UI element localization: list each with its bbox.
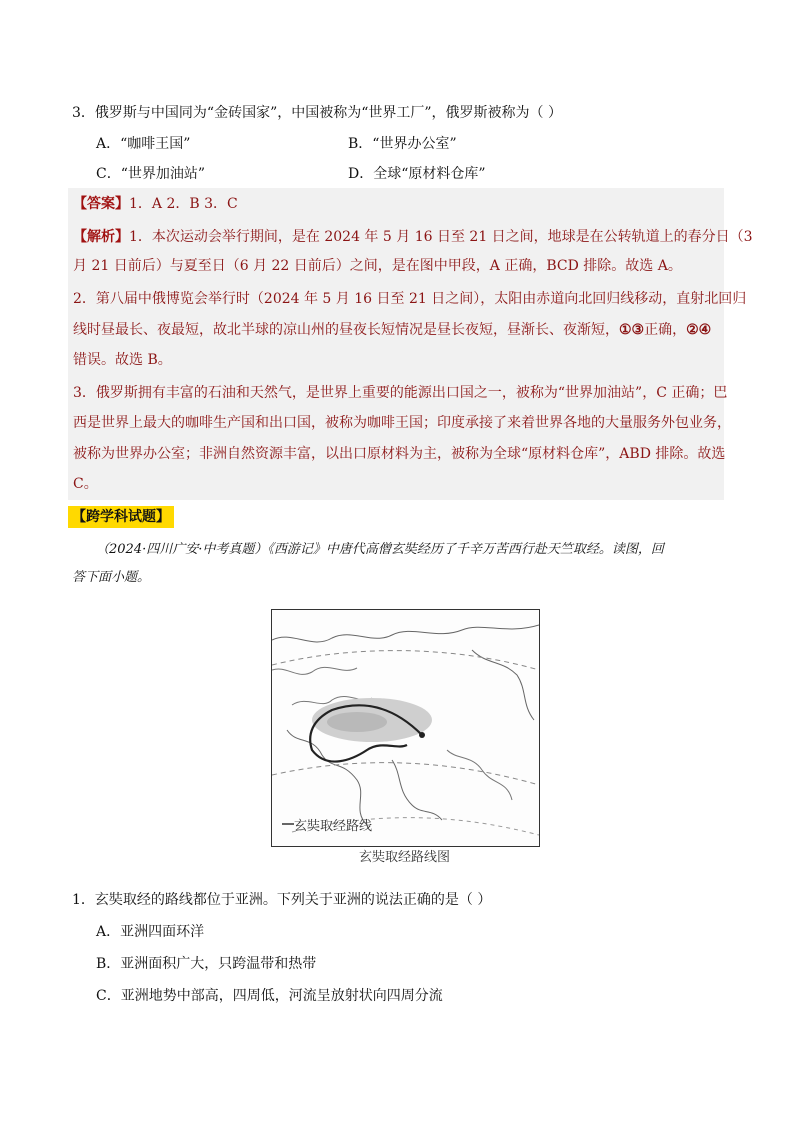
map-caption: 玄奘取经路线图 [358,850,450,865]
analysis-p1-line-2: 月 21 日前后）与夏至日（6 月 22 日前后）之间，是在图中甲段，A 正确，BCD 排除。故选 A。 [73,258,682,274]
q1-stem: 1．玄奘取经的路线都位于亚洲。下列关于亚洲的说法正确的是（ ） [72,892,492,908]
map-drawing [272,610,539,846]
analysis-p2-circled-13: ①③ [619,322,645,338]
answer-text: 1．A 2．B 3．C [129,196,238,212]
analysis-p1-line-1: 1．本次运动会举行期间，是在 2024 年 5 月 16 日至 21 日之间，地球是在公转轨道上的春分日（3 [129,229,753,245]
q3-option-c: C．“世界加油站” [96,166,206,182]
analysis-p3-line-1: 3．俄罗斯拥有丰富的石油和天然气，是世界上重要的能源出口国之一，被称为“世界加油站”，C 正确；巴 [73,385,728,401]
analysis-p2-circled-24: ②④ [686,322,712,338]
analysis-line-1 [73,227,753,247]
q1-option-c: C．亚洲地势中部高，四周低，河流呈放射状向四周分流 [96,988,443,1004]
xuanzang-route-map [271,609,540,847]
q3-stem: 3．俄罗斯与中国同为“金砖国家”，中国被称为“世界工厂”，俄罗斯被称为（ ） [72,105,562,121]
analysis-p3-line-4: C。 [73,476,98,492]
q1-option-b: B．亚洲面积广大，只跨温带和热带 [96,956,317,972]
analysis-p2-line-3: 错误。故选 B。 [73,352,172,368]
q3-option-d: D．全球“原材料仓库” [348,166,486,182]
analysis-p3-line-2: 西是世界上最大的咖啡生产国和出口国，被称为咖啡王国；印度承接了来着世界各地的大量服务外包业务， [73,415,731,431]
analysis-p2-line-1: 2．第八届中俄博览会举行时（2024 年 5 月 16 日至 21 日之间），太阳由赤道向北回归线移动，直射北回归 [73,291,747,307]
q3-option-b: B．“世界办公室” [348,136,457,152]
q1-option-a: A．亚洲四面环洋 [96,924,205,940]
cross-intro-line-2: 答下面小题。 [72,570,151,585]
analysis-p2-text-2: 正确， [644,322,687,338]
analysis-tag: 【解析】 [73,229,129,245]
analysis-p3-line-3: 被称为世界办公室；非洲自然资源丰富，以出口原材料为主，被称为全球“原材料仓库”，ABD 排除。故选 [73,446,726,462]
map-route-label: 玄奘取经路线 [294,819,373,834]
cross-intro-line-1: （2024·四川广安·中考真题）《西游记》中唐代高僧玄奘经历了千辛万苦西行赴天竺取经。读图，回 [96,542,664,557]
analysis-p2-line-2 [73,320,711,340]
answer-line [73,194,238,214]
analysis-p2-text-1: 线时昼最长、夜最短，故北半球的凉山州的昼夜长短情况是昼长夜短，昼渐长、夜渐短， [73,322,619,338]
answer-tag: 【答案】 [73,196,129,212]
cross-subject-tag: 【跨学科试题】 [68,506,174,528]
q3-option-a: A．“咖啡王国” [96,136,191,152]
